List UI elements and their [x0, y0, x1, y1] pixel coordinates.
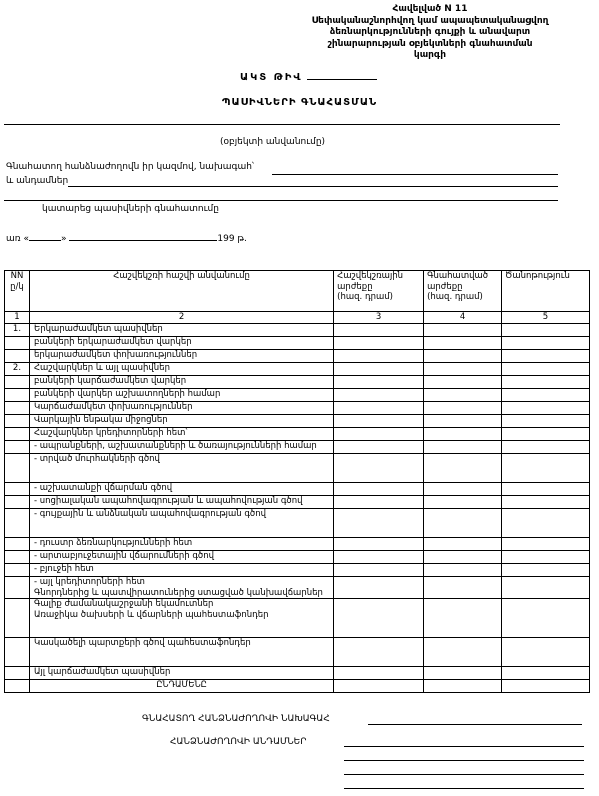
balance-value-cell[interactable] — [334, 577, 424, 599]
header-line: ձեռնարկությունների գույքի և անավարտ — [329, 27, 531, 38]
table-row — [5, 667, 590, 680]
row-number — [5, 389, 30, 402]
row-number — [5, 680, 30, 693]
row-account-name: - արտաբյուջետային վճարումների գծով — [29, 551, 333, 564]
row-number — [5, 428, 30, 441]
assessed-value-cell[interactable] — [424, 599, 502, 638]
table-row — [5, 538, 590, 551]
table-row — [5, 363, 590, 376]
row-account-name: Վարկային ենթակա միջոցներ — [29, 415, 333, 428]
row-number — [5, 564, 30, 577]
balance-value-cell[interactable] — [334, 337, 424, 350]
assessed-value-cell[interactable] — [424, 402, 502, 415]
member-signature-field-4[interactable] — [344, 788, 584, 789]
table-row — [5, 551, 590, 564]
assessed-value-cell[interactable] — [424, 363, 502, 376]
row-number — [5, 376, 30, 389]
assessed-value-cell[interactable] — [424, 428, 502, 441]
commission-label: Գնահատող հանձնաժողովն իր կազմով, նախագահ՝ — [6, 162, 255, 172]
table-row — [5, 496, 590, 509]
assessed-value-cell[interactable] — [424, 441, 502, 454]
note-cell[interactable] — [502, 350, 590, 363]
row-account-name: - ապրանքների, աշխատանքների և ծառայությունների համար — [29, 441, 333, 454]
member-signature-field-1[interactable] — [344, 746, 584, 747]
assessed-value-cell[interactable] — [424, 509, 502, 538]
header-line: Հավելված N 11 — [392, 4, 468, 14]
liabilities-table — [4, 270, 590, 693]
balance-value-cell[interactable] — [334, 538, 424, 551]
row-account-name: ԸՆԴԱՄԵՆԸ — [29, 680, 333, 693]
row-number — [5, 350, 30, 363]
header-note: Ծանոթություն — [502, 271, 590, 312]
note-cell[interactable] — [502, 402, 590, 415]
row-account-name: - բյուջեի հետ — [29, 564, 333, 577]
assessed-value-cell[interactable] — [424, 483, 502, 496]
document-title: ՊԱՍԻՎՆԵՐԻ ԳՆԱՀԱՏՄԱՆ — [221, 97, 378, 108]
members-label: և անդամներ — [6, 176, 69, 186]
object-name-field[interactable] — [4, 124, 560, 125]
note-cell[interactable] — [502, 483, 590, 496]
row-account-name: - տրված մուրհակների գծով — [29, 454, 333, 483]
table-row — [5, 509, 590, 538]
note-cell[interactable] — [502, 509, 590, 538]
row-account-name: Գալիք ժամանակաշրջանի եկամուտներ Առաջիկա ծախսերի և վճարների պահեստաֆոնդեր — [29, 599, 333, 638]
table-row — [5, 564, 590, 577]
row-account-name: - այլ կրեդիտորների հետ Գնորդներից և պատվիրատուներից ստացված կանխավճարներ — [29, 577, 333, 599]
header-assessed-value: Գնահատված արժեքը (հազ. դրամ) — [424, 271, 502, 312]
header-line: Սեփականաշնորհվող կամ ապապետականացվող — [311, 15, 549, 26]
balance-value-cell[interactable] — [334, 389, 424, 402]
note-cell[interactable] — [502, 428, 590, 441]
header-account-name: Հաշվեկշռի հաշվի անվանումը — [29, 271, 333, 312]
header-number: NN ը/կ — [5, 271, 30, 312]
note-cell[interactable] — [502, 389, 590, 402]
row-number — [5, 483, 30, 496]
balance-value-cell[interactable] — [334, 350, 424, 363]
note-cell[interactable] — [502, 376, 590, 389]
note-cell[interactable] — [502, 599, 590, 638]
row-account-name: - աշխատանքի վճարման գծով — [29, 483, 333, 496]
table-row — [5, 680, 590, 693]
balance-value-cell[interactable] — [334, 680, 424, 693]
header-line: կարգի — [413, 50, 447, 61]
row-account-name: երկարաժամկետ փոխառություններ — [29, 350, 333, 363]
balance-value-cell[interactable] — [334, 551, 424, 564]
assessed-value-cell[interactable] — [424, 415, 502, 428]
balance-value-cell[interactable] — [334, 415, 424, 428]
balance-value-cell[interactable] — [334, 402, 424, 415]
balance-value-cell[interactable] — [334, 509, 424, 538]
table-row — [5, 454, 590, 483]
balance-value-cell[interactable] — [334, 496, 424, 509]
assessed-value-cell[interactable] — [424, 324, 502, 337]
member-signature-field-2[interactable] — [344, 760, 584, 761]
row-number — [5, 577, 30, 599]
row-account-name: - գույքային և անձնական ապահովագրության գծով — [29, 509, 333, 538]
performed-label: կատարեց պասիվների գնահատումը — [42, 204, 219, 214]
column-number: 2 — [29, 312, 333, 324]
note-cell[interactable] — [502, 551, 590, 564]
balance-value-cell[interactable] — [334, 667, 424, 680]
row-account-name: Կասկածելի պարտքերի գծով պահեստաֆոնդեր — [29, 638, 333, 667]
assessed-value-cell[interactable] — [424, 551, 502, 564]
row-number: 2. — [5, 363, 30, 376]
note-cell[interactable] — [502, 415, 590, 428]
note-cell[interactable] — [502, 496, 590, 509]
row-number — [5, 667, 30, 680]
table-row — [5, 428, 590, 441]
act-number-field[interactable] — [307, 70, 377, 80]
assessed-value-cell[interactable] — [424, 638, 502, 667]
column-number-row — [5, 312, 590, 324]
member-signature-field-3[interactable] — [344, 774, 584, 775]
row-number — [5, 454, 30, 483]
assessed-value-cell[interactable] — [424, 350, 502, 363]
row-number — [5, 496, 30, 509]
members-signature-label: ՀԱՆՁՆԱԺՈՂՈՎԻ ԱՆԴԱՄՆԵՐ — [170, 737, 307, 747]
note-cell[interactable] — [502, 337, 590, 350]
table-row — [5, 599, 590, 638]
day-field[interactable] — [29, 231, 61, 241]
members-signature — [170, 737, 307, 747]
act-number — [240, 70, 377, 83]
table-row — [5, 415, 590, 428]
column-number: 5 — [502, 312, 590, 324]
balance-value-cell[interactable] — [334, 428, 424, 441]
month-field[interactable] — [69, 231, 217, 241]
year-label: 199 թ. — [217, 234, 247, 244]
row-account-name: Հաշվարկներ կրեդիտորների հետ՝ — [29, 428, 333, 441]
note-cell[interactable] — [502, 324, 590, 337]
chairman-field[interactable] — [272, 174, 558, 175]
table-row — [5, 350, 590, 363]
date-line — [6, 231, 247, 244]
table-row — [5, 389, 590, 402]
row-number — [5, 415, 30, 428]
row-account-name: - դուստր ձեռնարկությունների հետ — [29, 538, 333, 551]
assessed-value-cell[interactable] — [424, 564, 502, 577]
date-prefix: առ « — [6, 234, 29, 244]
note-cell[interactable] — [502, 441, 590, 454]
note-cell[interactable] — [502, 538, 590, 551]
column-number: 3 — [334, 312, 424, 324]
assessed-value-cell[interactable] — [424, 538, 502, 551]
row-number: 1. — [5, 324, 30, 337]
note-cell[interactable] — [502, 577, 590, 599]
row-account-name: Երկարաժամկետ պասիվներ — [29, 324, 333, 337]
row-account-name: բանկերի վարկեր աշխատողների համար — [29, 389, 333, 402]
row-number — [5, 551, 30, 564]
members-field-1[interactable] — [68, 186, 558, 187]
header-line: շինարարության օբյեկտների գնահատման — [327, 38, 533, 49]
row-number — [5, 599, 30, 638]
balance-value-cell[interactable] — [334, 599, 424, 638]
table-row — [5, 441, 590, 454]
chair-label: ԳՆԱՀԱՏՈՂ ՀԱՆՁՆԱԺՈՂՈՎԻ ՆԱԽԱԳԱՀ — [142, 714, 330, 724]
appendix-header — [275, 4, 585, 62]
act-label: ԱԿՏ ԹԻՎ — [240, 72, 303, 83]
header-balance-value: Հաշվեկշռային արժեքը (հազ. դրամ) — [334, 271, 424, 312]
balance-value-cell[interactable] — [334, 376, 424, 389]
column-number: 1 — [5, 312, 30, 324]
row-number — [5, 509, 30, 538]
chair-signature-field[interactable] — [368, 724, 582, 725]
balance-value-cell[interactable] — [334, 454, 424, 483]
table-row — [5, 483, 590, 496]
row-number — [5, 441, 30, 454]
table-row — [5, 337, 590, 350]
row-number — [5, 538, 30, 551]
table-row — [5, 577, 590, 599]
row-account-name: - սոցիալական ապահովագրության և ապահովության գծով — [29, 496, 333, 509]
note-cell[interactable] — [502, 680, 590, 693]
balance-value-cell[interactable] — [334, 324, 424, 337]
row-number — [5, 638, 30, 667]
row-account-name: բանկերի կարճաժամկետ վարկեր — [29, 376, 333, 389]
note-cell[interactable] — [502, 363, 590, 376]
balance-value-cell[interactable] — [334, 441, 424, 454]
table-row — [5, 402, 590, 415]
row-account-name: Այլ կարճաժամկետ պասիվներ — [29, 667, 333, 680]
note-cell[interactable] — [502, 564, 590, 577]
assessed-value-cell[interactable] — [424, 577, 502, 599]
assessed-value-cell[interactable] — [424, 667, 502, 680]
assessed-value-cell[interactable] — [424, 680, 502, 693]
balance-value-cell[interactable] — [334, 363, 424, 376]
table-header-row — [5, 271, 590, 312]
assessed-value-cell[interactable] — [424, 454, 502, 483]
row-account-name: բանկերի երկարաժամկետ վարկեր — [29, 337, 333, 350]
row-number — [5, 402, 30, 415]
note-cell[interactable] — [502, 454, 590, 483]
row-account-name: Կարճաժամկետ փոխառություններ — [29, 402, 333, 415]
row-number — [5, 337, 30, 350]
assessed-value-cell[interactable] — [424, 389, 502, 402]
object-caption: (օբյեկտի անվանումը) — [220, 137, 326, 147]
balance-value-cell[interactable] — [334, 564, 424, 577]
balance-value-cell[interactable] — [334, 638, 424, 667]
assessed-value-cell[interactable] — [424, 376, 502, 389]
table-row — [5, 376, 590, 389]
note-cell[interactable] — [502, 667, 590, 680]
members-field-2[interactable] — [4, 200, 558, 201]
assessed-value-cell[interactable] — [424, 496, 502, 509]
table-row — [5, 324, 590, 337]
balance-value-cell[interactable] — [334, 483, 424, 496]
chair-signature — [142, 714, 330, 724]
assessed-value-cell[interactable] — [424, 337, 502, 350]
row-account-name: Հաշվարկներ և այլ պասիվներ — [29, 363, 333, 376]
note-cell[interactable] — [502, 638, 590, 667]
date-mid: » — [60, 234, 67, 244]
table-row — [5, 638, 590, 667]
column-number: 4 — [424, 312, 502, 324]
